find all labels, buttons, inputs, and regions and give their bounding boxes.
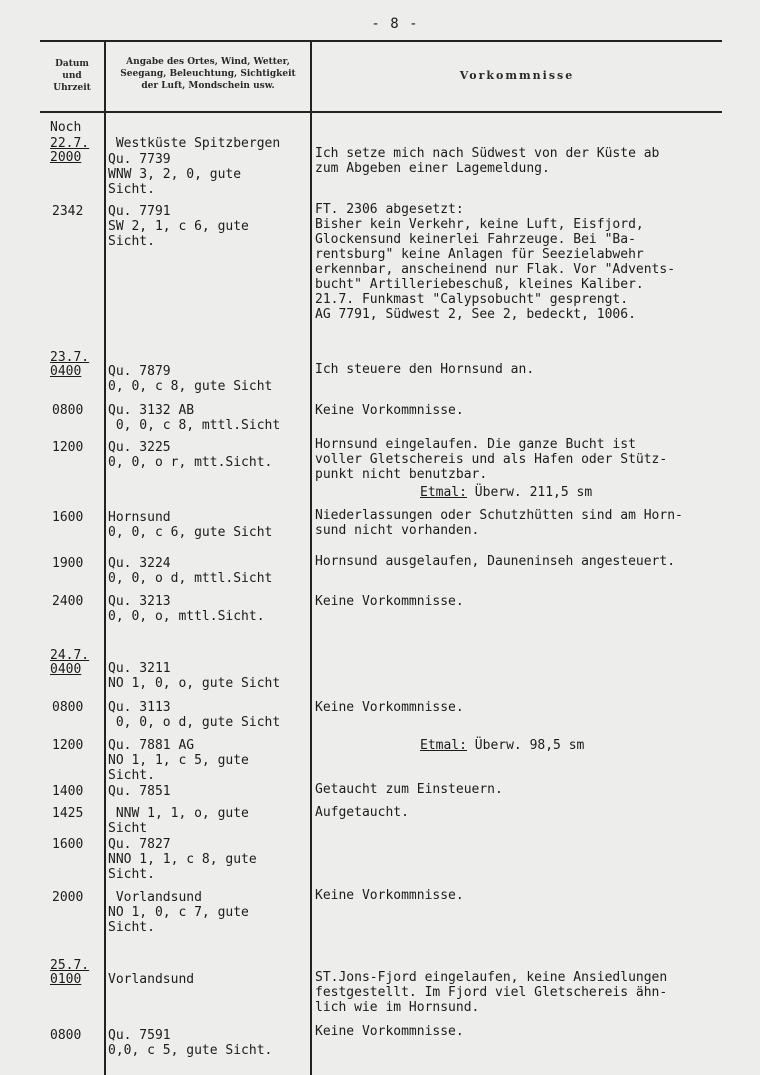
time-cell: 1900 — [52, 556, 84, 571]
location-cell: Westküste Spitzbergen — [108, 136, 281, 151]
event-cell: Niederlassungen oder Schutzhütten sind am Horn- sund nicht vorhanden. — [315, 508, 683, 538]
time-cell: 2000 — [52, 890, 84, 905]
etmal-note — [420, 485, 592, 500]
location-cell: Qu. 3211 NO 1, 0, o, gute Sicht — [108, 661, 281, 691]
event-cell: Keine Vorkommnisse. — [315, 594, 464, 609]
event-cell: Keine Vorkommnisse. — [315, 1024, 464, 1039]
location-cell: Qu. 3132 AB 0, 0, c 8, mttl.Sicht — [108, 403, 281, 433]
header-bottom-rule — [40, 111, 722, 113]
location-cell: Qu. 7879 0, 0, c 8, gute Sicht — [108, 364, 273, 394]
location-cell: Qu. 3225 0, 0, o r, mtt.Sicht. — [108, 440, 273, 470]
date-label: 24.7. — [50, 648, 90, 663]
event-cell: Hornsund eingelaufen. Die ganze Bucht ist voller Gletschereis und als Hafen oder Stütz- punkt nicht benutzbar. — [315, 437, 668, 482]
event-cell: Keine Vorkommnisse. — [315, 403, 464, 418]
location-cell: Hornsund 0, 0, c 6, gute Sicht — [108, 510, 273, 540]
etmal-value: Überw. 211,5 sm — [466, 485, 593, 500]
page-number: - 8 - — [371, 16, 419, 32]
time-cell: 2400 — [52, 594, 84, 609]
location-cell: Vorlandsund NO 1, 0, c 7, gute Sicht. — [108, 890, 249, 935]
event-cell: Getaucht zum Einsteuern. — [315, 782, 503, 797]
location-cell: Qu. 3213 0, 0, o, mttl.Sicht. — [108, 594, 265, 624]
top-rule — [40, 40, 722, 42]
event-cell: ST.Jons-Fjord eingelaufen, keine Ansiedlungen festgestellt. Im Fjord viel Gletschereis ähn- lich wie im Hornsund. — [315, 970, 668, 1015]
header-events: Vorkommnisse — [459, 69, 575, 82]
location-cell: Qu. 7881 AG NO 1, 1, c 5, gute Sicht. — [108, 738, 249, 783]
time-cell: 0800 — [50, 1028, 82, 1043]
date-label: 23.7. — [50, 350, 90, 365]
etmal-label: Etmal: — [420, 485, 467, 500]
location-cell: Qu. 3113 0, 0, o d, gute Sicht — [108, 700, 281, 730]
event-cell: Ich steuere den Hornsund an. — [315, 362, 535, 377]
time-cell: 0800 — [52, 700, 84, 715]
header-datum-line: Datum — [55, 59, 89, 69]
time-cell: 0400 — [50, 364, 82, 379]
etmal-label: Etmal: — [420, 738, 467, 753]
location-cell: Qu. 7827 NNO 1, 1, c 8, gute Sicht. — [108, 837, 257, 882]
time-cell: 0400 — [50, 662, 82, 677]
date-label: 22.7. — [50, 136, 90, 151]
location-cell: Qu. 7851 — [108, 784, 171, 799]
time-cell: 0100 — [50, 972, 82, 987]
time-cell: 1200 — [52, 440, 84, 455]
location-cell: Qu. 7739 WNW 3, 2, 0, gute Sicht. — [108, 152, 242, 197]
header-datum — [42, 58, 102, 94]
etmal-note — [420, 738, 584, 753]
time-cell: 2342 — [52, 204, 84, 219]
event-cell: FT. 2306 abgesetzt: Bisher kein Verkehr, keine Luft, Eisfjord, Glockensund keinerlei Fahrzeuge. Bei "Ba- rentsburg" keine Anlagen für Seezielabwehr erkennbar, anscheinend nur Flak. Vor "Advents- bucht" Artilleriebeschuß, kleines Kaliber. 21.7. Funkmast "Calypsobucht" gesprengt. AG 7791, Südwest 2, See 2, bedeckt, 1006. — [315, 202, 676, 322]
time-cell: 2000 — [50, 150, 82, 165]
header-datum-line: Uhrzeit — [53, 83, 91, 93]
header-location-line: der Luft, Mondschein usw. — [141, 81, 275, 91]
header-location-line: Seegang, Beleuchtung, Sichtigkeit — [120, 69, 296, 79]
event-cell: Keine Vorkommnisse. — [315, 700, 464, 715]
time-cell: 1425 — [52, 806, 84, 821]
date-label: Noch — [50, 120, 82, 135]
time-cell: 1600 — [52, 510, 84, 525]
time-cell: 1600 — [52, 837, 84, 852]
location-cell: Qu. 7591 0,0, c 5, gute Sicht. — [108, 1028, 273, 1058]
col2-divider — [310, 42, 312, 1075]
header-datum-line: und — [62, 71, 82, 81]
location-cell: Qu. 7791 SW 2, 1, c 6, gute Sicht. — [108, 204, 249, 249]
location-cell: Vorlandsund — [108, 972, 195, 987]
etmal-value: Überw. 98,5 sm — [466, 738, 585, 753]
location-cell: Qu. 3224 0, 0, o d, mttl.Sicht — [108, 556, 273, 586]
location-cell: NNW 1, 1, o, gute Sicht — [108, 806, 249, 836]
date-label: 25.7. — [50, 958, 90, 973]
header-location-line: Angabe des Ortes, Wind, Wetter, — [126, 57, 290, 67]
time-cell: 0800 — [52, 403, 84, 418]
time-cell: 1400 — [52, 784, 84, 799]
header-location — [108, 56, 308, 92]
event-cell: Hornsund ausgelaufen, Dauneninseh angesteuert. — [315, 554, 676, 569]
event-cell: Aufgetaucht. — [315, 805, 409, 820]
event-cell: Ich setze mich nach Südwest von der Küste ab zum Abgeben einer Lagemeldung. — [315, 146, 660, 176]
event-cell: Keine Vorkommnisse. — [315, 888, 464, 903]
time-cell: 1200 — [52, 738, 84, 753]
